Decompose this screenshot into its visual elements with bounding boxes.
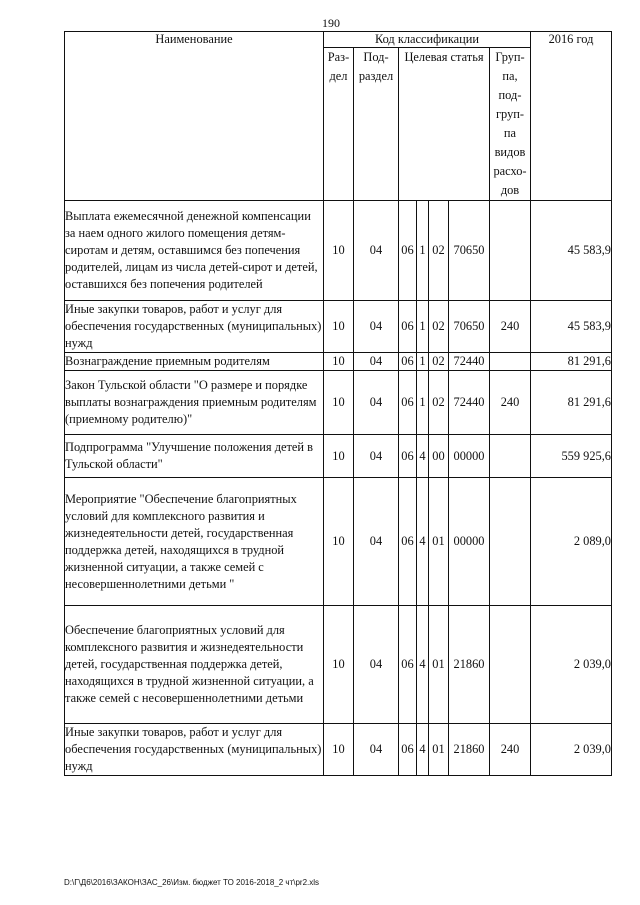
row-subprogram-code: 1 (417, 201, 429, 301)
row-expense-type (490, 353, 531, 371)
table-row (65, 301, 612, 353)
row-subprogram-code: 4 (417, 724, 429, 776)
row-subsection: 04 (354, 353, 399, 371)
row-name: Подпрограмма "Улучшение положения детей в Тульской области" (65, 435, 324, 478)
row-direction-code: 72440 (449, 353, 490, 371)
budget-table (64, 31, 612, 776)
row-amount: 81 291,6 (531, 371, 612, 435)
table-row (65, 353, 612, 371)
row-direction-code: 21860 (449, 724, 490, 776)
row-name: Вознаграждение приемным родителям (65, 353, 324, 371)
row-section: 10 (324, 606, 354, 724)
row-program-code: 06 (399, 201, 417, 301)
row-section: 10 (324, 435, 354, 478)
row-subsection: 04 (354, 606, 399, 724)
row-amount: 81 291,6 (531, 353, 612, 371)
row-direction-code: 21860 (449, 606, 490, 724)
header-target-article: Целевая статья (399, 48, 490, 201)
page-number: 190 (322, 16, 340, 30)
table-row (65, 371, 612, 435)
row-amount: 45 583,9 (531, 201, 612, 301)
row-section: 10 (324, 371, 354, 435)
row-direction-code: 70650 (449, 301, 490, 353)
row-name: Обеспечение благоприятных условий для комплексного развития и жизнедеятельности детей, государственная поддержка детей, находящихся в трудной жизненной ситуации, а также семей с несовершеннолетними детьми (65, 606, 324, 724)
table-row (65, 606, 612, 724)
row-expense-type (490, 201, 531, 301)
row-amount: 559 925,6 (531, 435, 612, 478)
row-amount: 2 039,0 (531, 606, 612, 724)
header-subsection: Под- раздел (354, 48, 399, 201)
row-direction-code: 00000 (449, 478, 490, 606)
row-subsection: 04 (354, 435, 399, 478)
row-name: Иные закупки товаров, работ и услуг для обеспечения государственных (муниципальных) нужд (65, 301, 324, 353)
row-expense-type: 240 (490, 724, 531, 776)
row-amount: 2 089,0 (531, 478, 612, 606)
row-subsection: 04 (354, 478, 399, 606)
row-subprogram-code: 1 (417, 301, 429, 353)
row-event-code: 02 (429, 301, 449, 353)
row-program-code: 06 (399, 478, 417, 606)
table-row (65, 435, 612, 478)
row-direction-code: 70650 (449, 201, 490, 301)
row-expense-type (490, 478, 531, 606)
row-event-code: 01 (429, 724, 449, 776)
row-program-code: 06 (399, 435, 417, 478)
row-section: 10 (324, 353, 354, 371)
row-name: Выплата ежемесячной денежной компенсации за наем одного жилого помещения детям-сиротам и детям, оставшимся без попечения родителей, лицам из числа детей-сирот и детей, оставшихся без попечения родителей (65, 201, 324, 301)
row-event-code: 02 (429, 201, 449, 301)
row-expense-type (490, 606, 531, 724)
row-direction-code: 72440 (449, 371, 490, 435)
row-name: Закон Тульской области "О размере и порядке выплаты вознаграждения приемным родителям (приемному родителю)" (65, 371, 324, 435)
row-event-code: 02 (429, 371, 449, 435)
row-section: 10 (324, 478, 354, 606)
header-classification: Код классификации (324, 32, 531, 48)
row-event-code: 01 (429, 478, 449, 606)
header-expense-group: Груп- па, под- груп- па видов расхо- дов (490, 48, 531, 201)
row-program-code: 06 (399, 724, 417, 776)
file-path-footer: D:\Г\Д6\2016\ЗАКОН\ЗАС_26\Изм. бюджет ТО 2016-2018_2 чт\pr2.xls (64, 878, 320, 887)
header-name: Наименование (65, 32, 324, 201)
row-subsection: 04 (354, 201, 399, 301)
row-amount: 45 583,9 (531, 301, 612, 353)
row-section: 10 (324, 301, 354, 353)
row-subprogram-code: 4 (417, 606, 429, 724)
table-row (65, 478, 612, 606)
row-section: 10 (324, 201, 354, 301)
header-section: Раз- дел (324, 48, 354, 201)
row-subsection: 04 (354, 724, 399, 776)
row-program-code: 06 (399, 606, 417, 724)
row-program-code: 06 (399, 353, 417, 371)
row-expense-type: 240 (490, 371, 531, 435)
row-amount: 2 039,0 (531, 724, 612, 776)
row-name: Иные закупки товаров, работ и услуг для обеспечения государственных (муниципальных) нужд (65, 724, 324, 776)
row-section: 10 (324, 724, 354, 776)
row-subprogram-code: 1 (417, 353, 429, 371)
table-row (65, 724, 612, 776)
table-row (65, 201, 612, 301)
row-subsection: 04 (354, 371, 399, 435)
row-event-code: 02 (429, 353, 449, 371)
row-subprogram-code: 4 (417, 478, 429, 606)
row-event-code: 01 (429, 606, 449, 724)
row-program-code: 06 (399, 301, 417, 353)
row-expense-type (490, 435, 531, 478)
header-year: 2016 год (531, 32, 612, 201)
row-expense-type: 240 (490, 301, 531, 353)
row-subprogram-code: 1 (417, 371, 429, 435)
row-event-code: 00 (429, 435, 449, 478)
row-subprogram-code: 4 (417, 435, 429, 478)
row-name: Мероприятие "Обеспечение благоприятных условий для комплексного развития и жизнедеятельности детей, государственная поддержка детей, находящихся в трудной жизненной ситуации, а также семей с несовершеннолетними детьми " (65, 478, 324, 606)
row-subsection: 04 (354, 301, 399, 353)
row-direction-code: 00000 (449, 435, 490, 478)
row-program-code: 06 (399, 371, 417, 435)
